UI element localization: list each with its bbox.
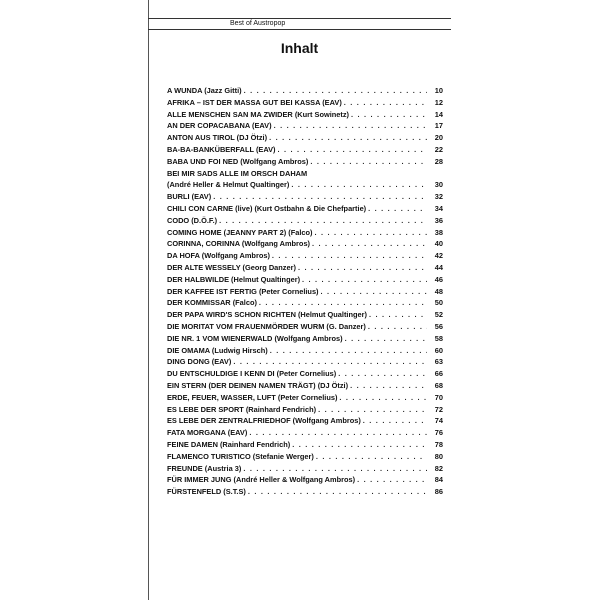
toc-entry-title: CORINNA, CORINNA (Wolfgang Ambros) — [167, 239, 311, 249]
toc-entry — [167, 228, 443, 240]
toc-entry-title: CHILI CON CARNE (live) (Kurt Ostbahn & Die Chefpartie) — [167, 203, 367, 213]
toc-entry-title: FLAMENCO TURISTICO (Stefanie Werger) — [167, 451, 314, 461]
dot-leader — [272, 251, 427, 260]
toc-entry-title: (André Heller & Helmut Qualtinger) — [167, 180, 290, 190]
toc-entry-title: AN DER COPACABANA (EAV) — [167, 121, 272, 131]
toc-entry — [167, 287, 443, 299]
table-of-contents — [167, 86, 443, 499]
toc-entry-title: DIE NR. 1 VOM WIENERWALD (Wolfgang Ambros) — [167, 333, 343, 343]
toc-entry-page: 58 — [434, 333, 443, 343]
toc-entry-page: 44 — [434, 262, 443, 272]
toc-entry-title: BEI MIR SADS ALLE IM ORSCH DAHAM — [167, 168, 308, 178]
toc-entry-title: BABA UND FOI NED (Wolfgang Ambros) — [167, 156, 309, 166]
toc-entry-page: 60 — [434, 345, 443, 355]
toc-entry-title: AFRIKA – IST DER MASSA GUT BEI KASSA (EAV) — [167, 97, 342, 107]
toc-entry-title: COMING HOME (JEANNY PART 2) (Falco) — [167, 227, 313, 237]
dot-leader — [312, 239, 427, 248]
dot-leader — [351, 110, 427, 119]
toc-entry-title: ES LEBE DER ZENTRALFRIEDHOF (Wolfgang Ambros) — [167, 416, 361, 426]
toc-entry — [167, 239, 443, 251]
toc-entry-title: DA HOFA (Wolfgang Ambros) — [167, 251, 270, 261]
toc-entry-page: 20 — [434, 133, 443, 143]
dot-leader — [274, 121, 427, 130]
toc-entry-title: DIE MORITAT VOM FRAUENMÖRDER WURM (G. Danzer) — [167, 321, 366, 331]
toc-entry-page: 14 — [434, 109, 443, 119]
toc-entry — [167, 204, 443, 216]
toc-entry — [167, 334, 443, 346]
toc-entry-page: 30 — [434, 180, 443, 190]
dot-leader — [344, 98, 427, 107]
toc-entry-page: 56 — [434, 321, 443, 331]
dot-leader — [316, 452, 427, 461]
dot-leader — [338, 369, 427, 378]
toc-entry-title: DIE OMAMA (Ludwig Hirsch) — [167, 345, 268, 355]
dot-leader — [244, 86, 427, 95]
toc-entry-title: FATA MORGANA (EAV) — [167, 428, 248, 438]
toc-entry-page: 78 — [434, 439, 443, 449]
toc-entry — [167, 133, 443, 145]
toc-entry-page: 80 — [434, 451, 443, 461]
dot-leader — [259, 298, 427, 307]
toc-entry — [167, 357, 443, 369]
dot-leader — [350, 381, 427, 390]
dot-leader — [315, 228, 428, 237]
toc-entry-page: 40 — [434, 239, 443, 249]
toc-entry — [167, 381, 443, 393]
dot-leader — [318, 405, 427, 414]
toc-entry — [167, 180, 443, 192]
toc-entry-page: 70 — [434, 392, 443, 402]
toc-entry-title: DER ALTE WESSELY (Georg Danzer) — [167, 262, 296, 272]
dot-leader — [345, 334, 427, 343]
toc-entry — [167, 487, 443, 499]
toc-entry — [167, 86, 443, 98]
document-page — [148, 0, 451, 600]
toc-entry-title: DING DONG (EAV) — [167, 357, 232, 367]
toc-entry-page: 28 — [434, 156, 443, 166]
toc-entry-title: DER KOMMISSAR (Falco) — [167, 298, 257, 308]
toc-entry-page: 74 — [434, 416, 443, 426]
toc-entry-title: ALLE MENSCHEN SAN MA ZWIDER (Kurt Sowinetz) — [167, 109, 350, 119]
toc-entry — [167, 192, 443, 204]
toc-entry-page: 17 — [434, 121, 443, 131]
toc-entry-page: 36 — [434, 215, 443, 225]
dot-leader — [243, 464, 427, 473]
toc-entry-page: 50 — [434, 298, 443, 308]
toc-entry — [167, 216, 443, 228]
toc-entry-page: 86 — [434, 487, 443, 497]
toc-entry-title: ERDE, FEUER, WASSER, LUFT (Peter Cornelius) — [167, 392, 338, 402]
dot-leader — [339, 393, 427, 402]
toc-entry-page: 52 — [434, 310, 443, 320]
page-title: Inhalt — [280, 40, 319, 56]
toc-entry-title: ES LEBE DER SPORT (Rainhard Fendrich) — [167, 404, 317, 414]
toc-entry-title: BURLI (EAV) — [167, 192, 212, 202]
toc-entry-title: A WUNDA (Jazz Gitti) — [167, 86, 242, 95]
toc-entry — [167, 310, 443, 322]
toc-entry — [167, 440, 443, 452]
running-header — [148, 18, 451, 30]
toc-entry-title: CODO (D.Ö.F.) — [167, 215, 218, 225]
toc-entry-title: DER PAPA WIRD'S SCHON RICHTEN (Helmut Qualtinger) — [167, 310, 367, 320]
toc-entry — [167, 475, 443, 487]
dot-leader — [368, 204, 427, 213]
toc-entry — [167, 263, 443, 275]
toc-entry-page: 22 — [434, 144, 443, 154]
toc-entry-title: FÜRSTENFELD (S.T.S) — [167, 487, 246, 497]
dot-leader — [270, 346, 427, 355]
toc-entry — [167, 121, 443, 133]
toc-entry-page: 76 — [434, 428, 443, 438]
toc-entry — [167, 464, 443, 476]
toc-entry-page: 10 — [434, 86, 443, 95]
toc-entry-title: BA-BA-BANKÜBERFALL (EAV) — [167, 144, 276, 154]
toc-entry-title: FÜR IMMER JUNG (André Heller & Wolfgang Ambros) — [167, 475, 356, 485]
page-left-edge — [148, 0, 149, 600]
toc-entry-title: DER KAFFEE IST FERTIG (Peter Cornelius) — [167, 286, 319, 296]
toc-entry-title: EIN STERN (DER DEINEN NAMEN TRÄGT) (DJ Ötzi) — [167, 380, 349, 390]
toc-entry-page: 63 — [434, 357, 443, 367]
toc-entry — [167, 322, 443, 334]
toc-entry-page: 82 — [434, 463, 443, 473]
dot-leader — [298, 263, 427, 272]
toc-entry-page: 38 — [434, 227, 443, 237]
toc-entry-title: FREUNDE (Austria 3) — [167, 463, 242, 473]
toc-entry-page: 12 — [434, 97, 443, 107]
dot-leader — [248, 487, 427, 496]
toc-entry — [167, 298, 443, 310]
dot-leader — [278, 145, 427, 154]
dot-leader — [321, 287, 427, 296]
dot-leader — [357, 475, 427, 484]
toc-entry — [167, 346, 443, 358]
toc-entry — [167, 110, 443, 122]
toc-entry-page: 48 — [434, 286, 443, 296]
toc-entry — [167, 145, 443, 157]
toc-entry — [167, 157, 443, 169]
toc-entry — [167, 251, 443, 263]
dot-leader — [310, 157, 427, 166]
book-title: Best of Austropop — [230, 20, 286, 27]
dot-leader — [292, 440, 427, 449]
toc-entry — [167, 393, 443, 405]
toc-entry-page: 72 — [434, 404, 443, 414]
toc-entry-page: 66 — [434, 369, 443, 379]
toc-entry-title: FEINE DAMEN (Rainhard Fendrich) — [167, 439, 291, 449]
toc-entry — [167, 452, 443, 464]
dot-leader — [368, 322, 427, 331]
dot-leader — [249, 428, 427, 437]
toc-entry — [167, 405, 443, 417]
dot-leader — [269, 133, 427, 142]
toc-entry — [167, 169, 443, 181]
toc-entry — [167, 369, 443, 381]
toc-entry-title: ANTON AUS TIROL (DJ Ötzi) — [167, 133, 268, 143]
dot-leader — [233, 357, 427, 366]
dot-leader — [369, 310, 427, 319]
dot-leader — [219, 216, 427, 225]
toc-entry-title: DER HALBWILDE (Helmut Qualtinger) — [167, 274, 301, 284]
toc-entry-page: 42 — [434, 251, 443, 261]
dot-leader — [213, 192, 427, 201]
toc-entry — [167, 416, 443, 428]
toc-entry-page: 84 — [434, 475, 443, 485]
dot-leader — [302, 275, 427, 284]
toc-entry-page: 46 — [434, 274, 443, 284]
toc-entry-page: 34 — [434, 203, 443, 213]
toc-entry-page: 68 — [434, 380, 443, 390]
dot-leader — [291, 180, 427, 189]
toc-entry-page: 32 — [434, 192, 443, 202]
dot-leader — [363, 416, 427, 425]
toc-entry-title: DU ENTSCHULDIGE I KENN DI (Peter Cornelius) — [167, 369, 337, 379]
toc-entry — [167, 98, 443, 110]
toc-entry — [167, 428, 443, 440]
toc-entry — [167, 275, 443, 287]
